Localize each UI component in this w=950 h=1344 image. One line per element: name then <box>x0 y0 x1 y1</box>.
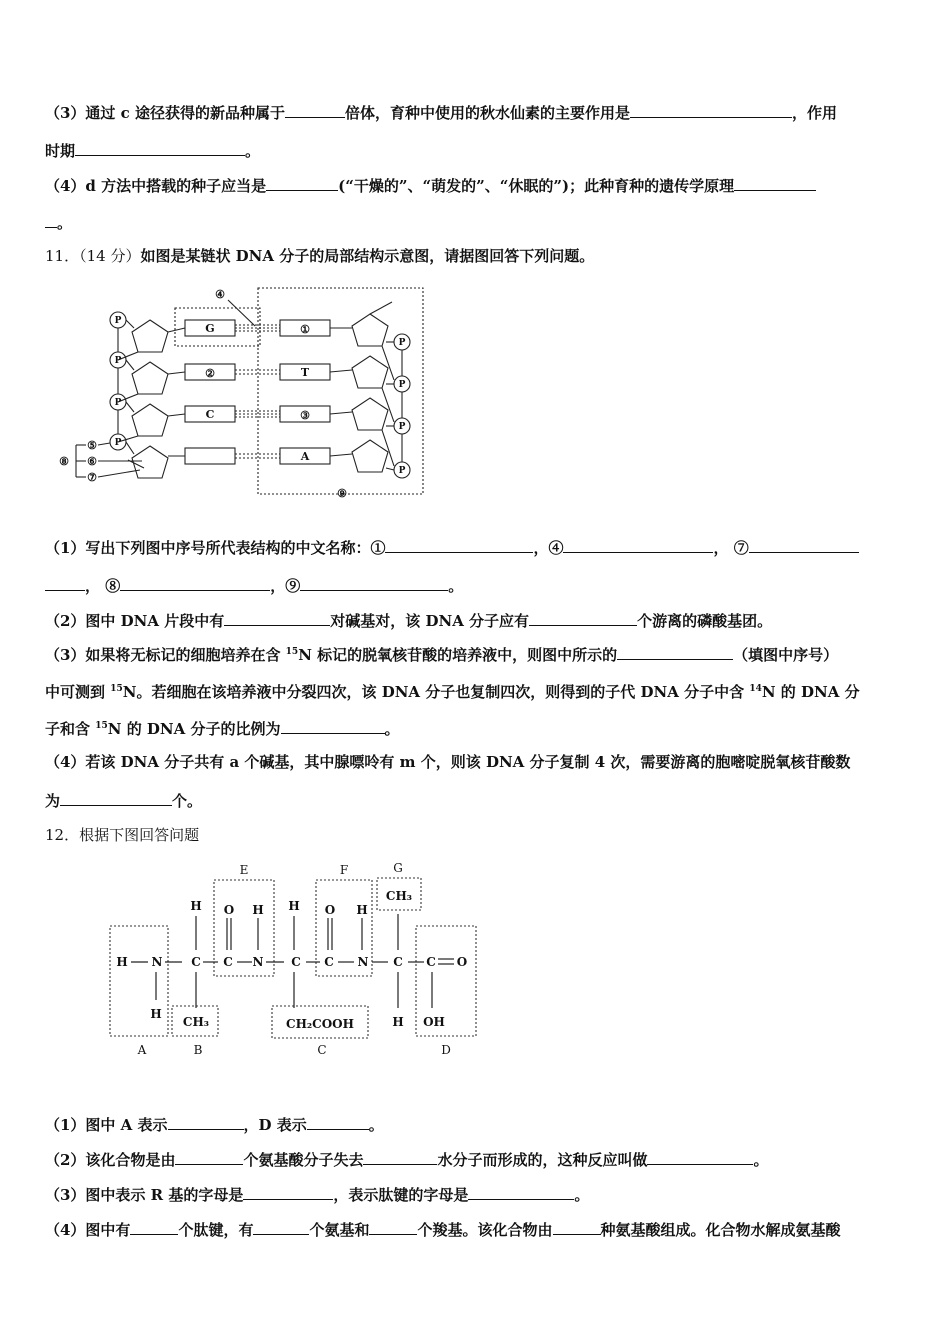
svg-text:③: ③ <box>300 409 310 422</box>
answer-blank[interactable] <box>224 610 330 626</box>
q11-part3-line3: 子和含 $^{15}$N 的 DNA 分子的比例为 。 <box>45 720 400 738</box>
svg-text:⑥: ⑥ <box>87 455 97 468</box>
svg-text:G: G <box>393 861 403 875</box>
svg-text:H: H <box>288 899 300 913</box>
svg-text:OH: OH <box>423 1015 445 1029</box>
svg-text:P: P <box>114 398 122 408</box>
svg-text:B: B <box>193 1043 203 1057</box>
answer-blank[interactable] <box>734 175 816 191</box>
svg-text:C: C <box>324 955 334 969</box>
svg-text:E: E <box>239 863 249 877</box>
svg-text:①: ① <box>300 323 310 336</box>
svg-text:H: H <box>150 1007 162 1021</box>
svg-text:②: ② <box>205 367 215 380</box>
answer-blank[interactable] <box>45 212 57 228</box>
svg-text:P: P <box>114 438 122 448</box>
svg-text:T: T <box>300 366 310 379</box>
q10-part4-line2: 。 <box>45 212 72 233</box>
svg-text:D: D <box>441 1043 451 1057</box>
dna-structure-diagram <box>50 280 430 505</box>
svg-text:N: N <box>252 955 264 969</box>
answer-blank[interactable] <box>45 575 85 591</box>
q12-part1: （1）图中 A 表示 ，D 表示 。 <box>45 1116 384 1134</box>
svg-text:N: N <box>357 955 369 969</box>
answer-blank[interactable] <box>647 1149 753 1165</box>
svg-text:C: C <box>291 955 301 969</box>
answer-blank[interactable] <box>553 1219 601 1235</box>
svg-text:P: P <box>398 466 406 476</box>
svg-text:A: A <box>300 450 310 463</box>
svg-text:G: G <box>205 322 215 335</box>
svg-text:F: F <box>339 863 349 877</box>
answer-blank[interactable] <box>281 718 385 734</box>
answer-blank[interactable] <box>75 140 245 156</box>
answer-blank[interactable] <box>617 644 733 660</box>
answer-blank[interactable] <box>369 1219 417 1235</box>
svg-text:CH₂COOH: CH₂COOH <box>286 1017 354 1031</box>
svg-text:P: P <box>398 422 406 432</box>
answer-blank[interactable] <box>120 575 270 591</box>
svg-text:H: H <box>252 903 264 917</box>
svg-text:H: H <box>392 1015 404 1029</box>
q12-part4: （4）图中有 个肽键，有 个氨基和 个羧基。该化合物由 种氨基酸组成。化合物水解成氨基酸 <box>45 1221 841 1239</box>
q10-part4-line1: （4）d 方法中搭载的种子应当是 (“干燥的”、“萌发的”、“休眠的”)；此种育种的遗传学原理 <box>45 175 816 196</box>
q11-part2: （2）图中 DNA 片段中有 对碱基对，该 DNA 分子应有 个游离的磷酸基团。 <box>45 612 773 630</box>
answer-blank[interactable] <box>630 102 792 118</box>
svg-text:⑦: ⑦ <box>87 471 97 484</box>
svg-text:A: A <box>137 1043 147 1057</box>
svg-text:C: C <box>317 1043 327 1057</box>
svg-text:C: C <box>205 408 215 421</box>
answer-blank[interactable] <box>243 1184 333 1200</box>
q12-title: 12．根据下图回答问题 <box>45 826 200 844</box>
svg-text:C: C <box>191 955 201 969</box>
svg-text:P: P <box>114 356 122 366</box>
answer-blank[interactable] <box>60 790 172 806</box>
q11-title: 11．（14 分）如图是某链状 DNA 分子的局部结构示意图，请据图回答下列问题。 <box>45 247 595 265</box>
svg-text:CH₃: CH₃ <box>385 889 413 903</box>
answer-blank[interactable] <box>529 610 637 626</box>
answer-blank[interactable] <box>266 175 338 191</box>
q12-part3: （3）图中表示 R 基的字母是 ，表示肽键的字母是 。 <box>45 1186 590 1204</box>
q11-part1-line1: （1）写出下列图中序号所代表结构的中文名称：① ，④ ， ⑦ <box>45 537 859 558</box>
answer-blank[interactable] <box>300 575 448 591</box>
q11-part1-line2: ， ⑧ ，⑨ 。 <box>45 575 463 596</box>
answer-blank[interactable] <box>307 1114 369 1130</box>
svg-text:④: ④ <box>215 288 225 301</box>
svg-text:⑨: ⑨ <box>337 487 347 500</box>
q10-part3-line1: （3）通过 c 途径获得的新品种属于 倍体，育种中使用的秋水仙素的主要作用是 ，作用 <box>45 104 838 122</box>
answer-blank[interactable] <box>563 537 713 553</box>
answer-blank[interactable] <box>468 1184 574 1200</box>
q11-part3-line2: 中可测到 $^{15}$N。若细胞在该培养液中分裂四次，该 DNA 分子也复制四次，则得到的子代 DNA 分子中含 $^{14}$N 的 DNA 分 <box>45 683 860 701</box>
q11-part4-line1: （4）若该 DNA 分子共有 a 个碱基，其中腺嘌呤有 m 个，则该 DNA 分子复制 4 次，需要游离的胞嘧啶脱氧核苷酸数 <box>45 753 851 771</box>
q11-part3-line1: （3）如果将无标记的细胞培养在含 $^{15}$N 标记的脱氧核苷酸的培养液中，则图中所示的 （填图中序号） <box>45 646 839 664</box>
svg-text:C: C <box>393 955 403 969</box>
svg-text:O: O <box>223 903 235 917</box>
svg-text:H: H <box>190 899 202 913</box>
answer-blank[interactable] <box>175 1149 243 1165</box>
answer-blank[interactable] <box>168 1114 244 1130</box>
answer-blank[interactable] <box>363 1149 437 1165</box>
svg-text:O: O <box>456 955 468 969</box>
svg-text:H: H <box>116 955 128 969</box>
answer-blank[interactable] <box>130 1219 178 1235</box>
svg-text:N: N <box>151 955 163 969</box>
answer-blank[interactable] <box>285 102 345 118</box>
svg-text:C: C <box>426 955 436 969</box>
peptide-structure-diagram <box>100 858 520 1063</box>
svg-text:⑤: ⑤ <box>87 439 97 452</box>
svg-text:⑧: ⑧ <box>59 455 69 468</box>
svg-text:O: O <box>324 903 336 917</box>
svg-text:P: P <box>398 338 406 348</box>
svg-text:CH₃: CH₃ <box>182 1015 210 1029</box>
svg-text:C: C <box>223 955 233 969</box>
svg-text:P: P <box>114 316 122 326</box>
svg-text:H: H <box>356 903 368 917</box>
svg-text:P: P <box>398 380 406 390</box>
q12-part2: （2）该化合物是由 个氨基酸分子失去 水分子而形成的，这种反应叫做 。 <box>45 1151 769 1169</box>
answer-blank[interactable] <box>253 1219 309 1235</box>
q10-part3-line2: 时期 。 <box>45 142 261 160</box>
q11-part4-line2: 为 个。 <box>45 792 203 810</box>
answer-blank[interactable] <box>749 537 859 553</box>
answer-blank[interactable] <box>385 537 533 553</box>
